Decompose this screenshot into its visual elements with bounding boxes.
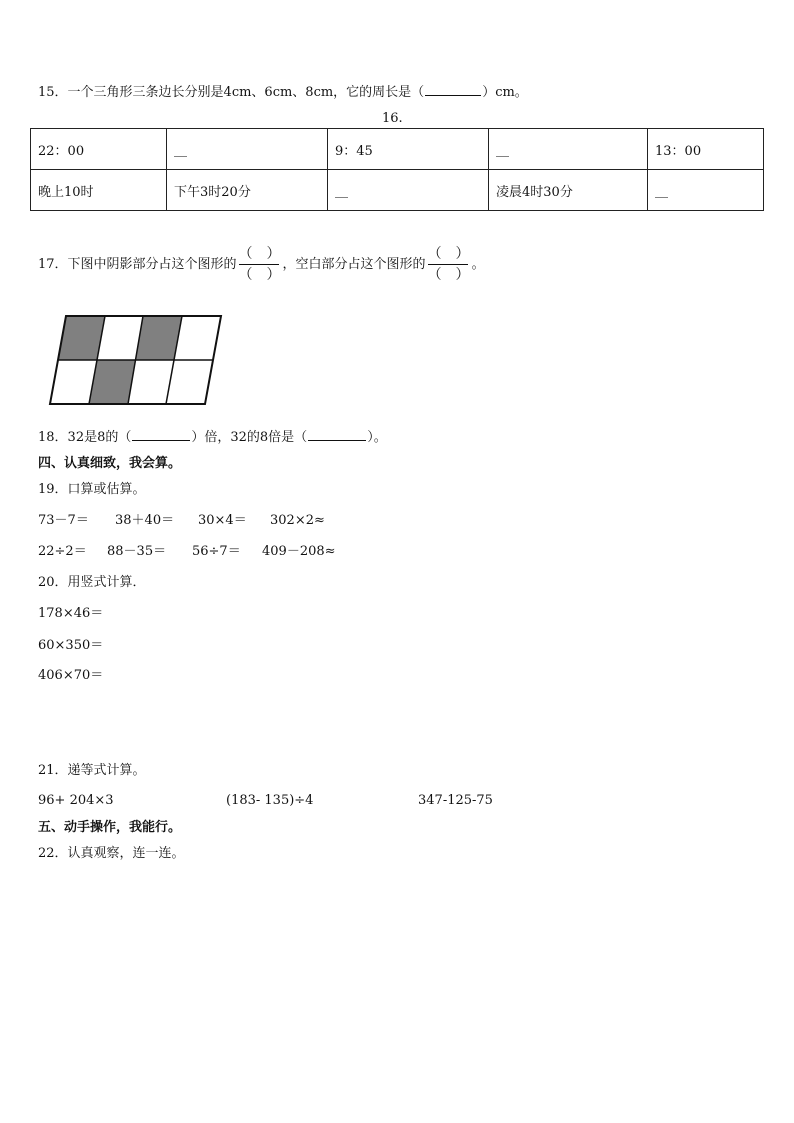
question-18-part-a: 18．32是8的（ (38, 430, 132, 445)
table-row (31, 129, 764, 170)
question-22-title: 22．认真观察，连一连。 (38, 846, 185, 861)
question-18-part-c: ）。 (367, 430, 387, 445)
table-cell: 9：45 (328, 129, 489, 170)
step-calc-item: 347-125-75 (418, 793, 493, 808)
fraction-numerator: （ ） (427, 246, 470, 262)
section-4-heading: 四、认真细致，我会算。 (38, 456, 182, 471)
fraction-denominator: （ ） (427, 267, 470, 283)
table-cell[interactable]: ＿ (328, 170, 489, 211)
question-21-title: 21．递等式计算。 (38, 763, 146, 778)
vertical-calc-item: 178×46＝ (38, 606, 104, 621)
question-15-text: 15．一个三角形三条边长分别是4cm、6cm、8cm，它的周长是（ (38, 85, 425, 100)
question-18-part-b: ）倍，32的8倍是（ (191, 430, 308, 445)
table-cell: 13：00 (648, 129, 764, 170)
mental-math-item: 73－7＝ (38, 513, 89, 528)
table-cell: 凌晨4时30分 (489, 170, 648, 211)
question-18 (38, 428, 387, 447)
fraction-numerator: （ ） (238, 246, 281, 262)
fraction-blank-shaded[interactable] (239, 245, 281, 284)
step-calc-item: (183- 135)÷4 (226, 793, 314, 808)
parallelogram-figure (44, 312, 226, 408)
question-15-suffix: ）cm。 (482, 85, 528, 100)
fraction-blank-blank[interactable] (428, 245, 470, 284)
mental-math-item: 302×2≈ (270, 513, 325, 528)
question-17-prefix: 17．下图中阴影部分占这个图形的 (38, 257, 237, 272)
mental-math-item: 22÷2＝ (38, 544, 87, 559)
question-20-title: 20．用竖式计算． (38, 575, 146, 590)
mental-math-item: 38＋40＝ (115, 513, 175, 528)
table-cell: 下午3时20分 (167, 170, 328, 211)
table-cell: 晚上10时 (31, 170, 167, 211)
mental-math-item: 56÷7＝ (192, 544, 241, 559)
question-15 (38, 83, 528, 102)
table-cell[interactable]: ＿ (489, 129, 648, 170)
question-17-mid: ，空白部分占这个图形的 (282, 257, 426, 272)
table-row (31, 170, 764, 211)
table-cell[interactable]: ＿ (167, 129, 328, 170)
answer-blank[interactable] (308, 428, 366, 441)
question-19-title: 19．口算或估算。 (38, 482, 146, 497)
mental-math-item: 30×4＝ (198, 513, 247, 528)
section-5-heading: 五、动手操作，我能行。 (38, 820, 182, 835)
fraction-denominator: （ ） (238, 267, 281, 283)
table-cell: 22：00 (31, 129, 167, 170)
question-17-end: 。 (471, 257, 485, 272)
answer-blank[interactable] (132, 428, 190, 441)
vertical-calc-item: 406×70＝ (38, 668, 104, 683)
time-conversion-table (30, 128, 764, 211)
step-calc-item: 96+ 204×3 (38, 793, 114, 808)
question-17 (38, 243, 485, 287)
answer-blank[interactable] (425, 83, 481, 96)
mental-math-item: 88－35＝ (107, 544, 167, 559)
vertical-calc-item: 60×350＝ (38, 638, 104, 653)
question-16-label: 16. (382, 111, 403, 126)
table-cell[interactable]: ＿ (648, 170, 764, 211)
mental-math-item: 409－208≈ (262, 544, 336, 559)
